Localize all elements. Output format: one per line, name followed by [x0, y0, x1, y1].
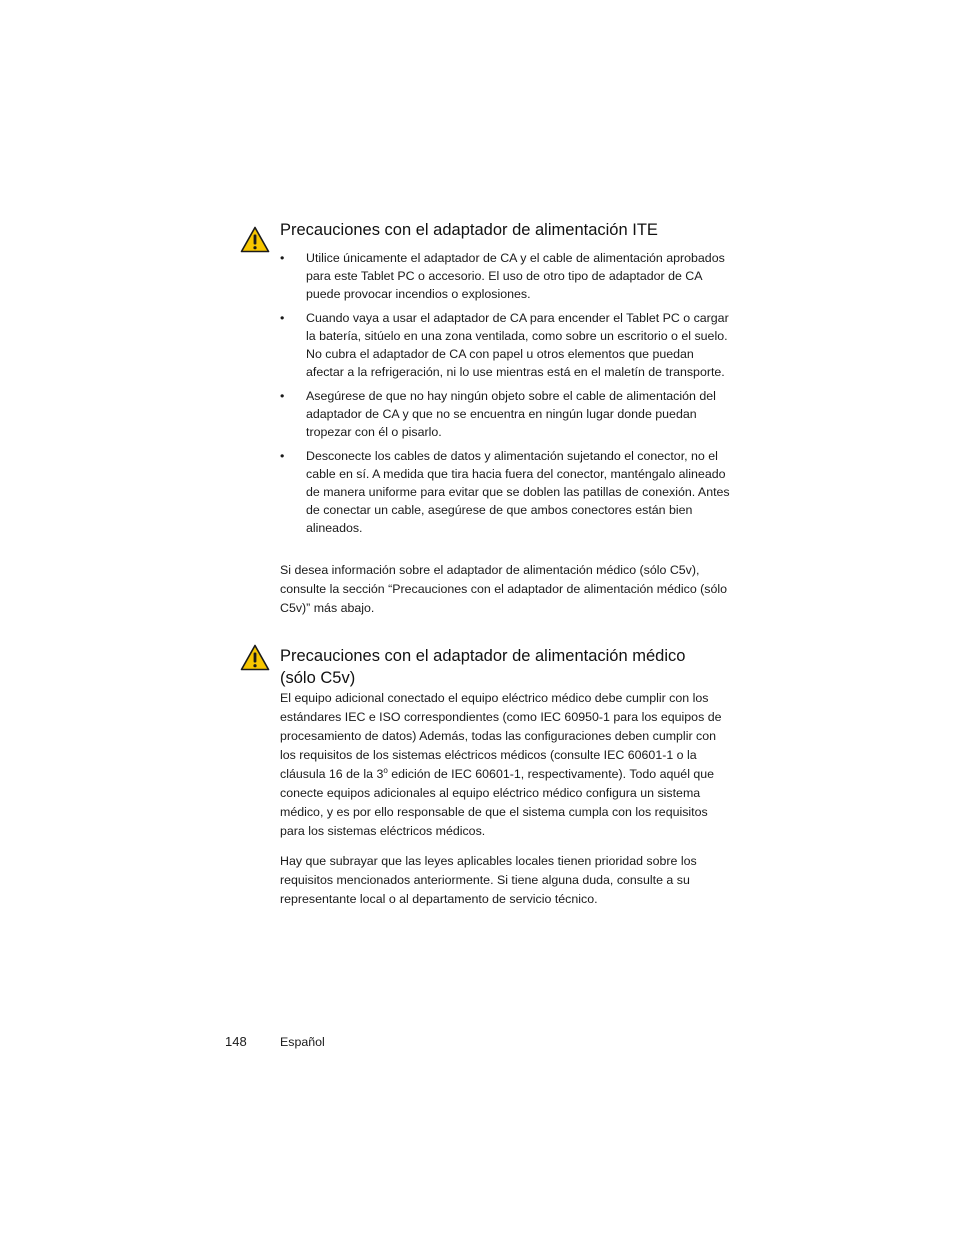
list-item — [280, 447, 732, 537]
page-number: 148 — [225, 1034, 247, 1049]
ite-bullet-list-container — [280, 249, 732, 543]
list-item-text: Cuando vaya a usar el adaptador de CA para encender el Tablet PC o cargar la batería, sitúelo en una zona ventilada, como sobre un escritorio o el suelo. No cubra el adaptador de CA con papel u otros elementos que puedan afectar a la refrigeración, ni lo use mientras está en el maletín de transporte. — [306, 311, 729, 379]
section-heading-ite: Precauciones con el adaptador de alimentación ITE — [280, 221, 658, 239]
medical-paragraph-2: Hay que subrayar que las leyes aplicables locales tienen prioridad sobre los requisitos mencionados anteriormente. Si tiene alguna duda, consulte a su representante local o al departamento de servicio técnico. — [280, 854, 697, 906]
warning-triangle-icon — [240, 644, 270, 671]
bullet-marker: • — [280, 311, 285, 325]
section-heading-medical: Precauciones con el adaptador de alimentación médico (sólo C5v) — [280, 647, 686, 687]
list-item — [280, 249, 732, 303]
ordinal-superscript: o — [383, 765, 388, 775]
list-item-text: Utilice únicamente el adaptador de CA y el cable de alimentación aprobados para este Tablet PC o accesorio. El uso de otro tipo de adaptador de CA puede provocar incendios o explosiones. — [306, 251, 725, 301]
warning-triangle-icon — [240, 226, 270, 253]
list-item-text: Desconecte los cables de datos y alimentación sujetando el conector, no el cable en sí. A medida que tira hacia fuera del conector, manténgalo alineado de manera uniforme para evitar que se doblen las patillas de conexión. Antes de conectar un cable, asegúrese de que ambos conectores están bien alineados. — [306, 449, 730, 535]
medical-paragraph-1 — [280, 689, 732, 841]
bullet-marker: • — [280, 449, 285, 463]
ite-bullet-list — [280, 249, 732, 537]
bullet-marker: • — [280, 251, 285, 265]
bullet-marker: • — [280, 389, 285, 403]
footer-language: Español — [280, 1035, 325, 1049]
medical-paragraph-1-text-a: El equipo adicional conectado el equipo eléctrico médico debe cumplir con los estándares IEC e ISO correspondientes (como IEC 60950-1 para los equipos de procesamiento de datos) Además, todas las configuraciones deben cumplir con los requisitos de los sistemas eléctricos médicos (consulte IEC 60601-1 o la cláusula 16 de la 3 — [280, 691, 722, 781]
list-item — [280, 309, 732, 381]
list-item-text: Asegúrese de que no hay ningún objeto sobre el cable de alimentación del adaptador de CA y que no se encuentra en ningún lugar donde puedan tropezar con él o pisarlo. — [306, 389, 716, 439]
ite-reference-note: Si desea información sobre el adaptador de alimentación médico (sólo C5v), consulte la sección “Precauciones con el adaptador de alimentación médico (sólo C5v)” más abajo. — [280, 563, 728, 615]
list-item — [280, 387, 732, 441]
medical-paragraph-1-text-b: edición de IEC 60601-1, respectivamente). Todo aquél que conecte equipos adicionales al equipo eléctrico médico configura un sistema médico, y es por ello responsable de que el sistema cumpla con los requisitos para los sistemas eléctricos médicos. — [280, 767, 715, 838]
